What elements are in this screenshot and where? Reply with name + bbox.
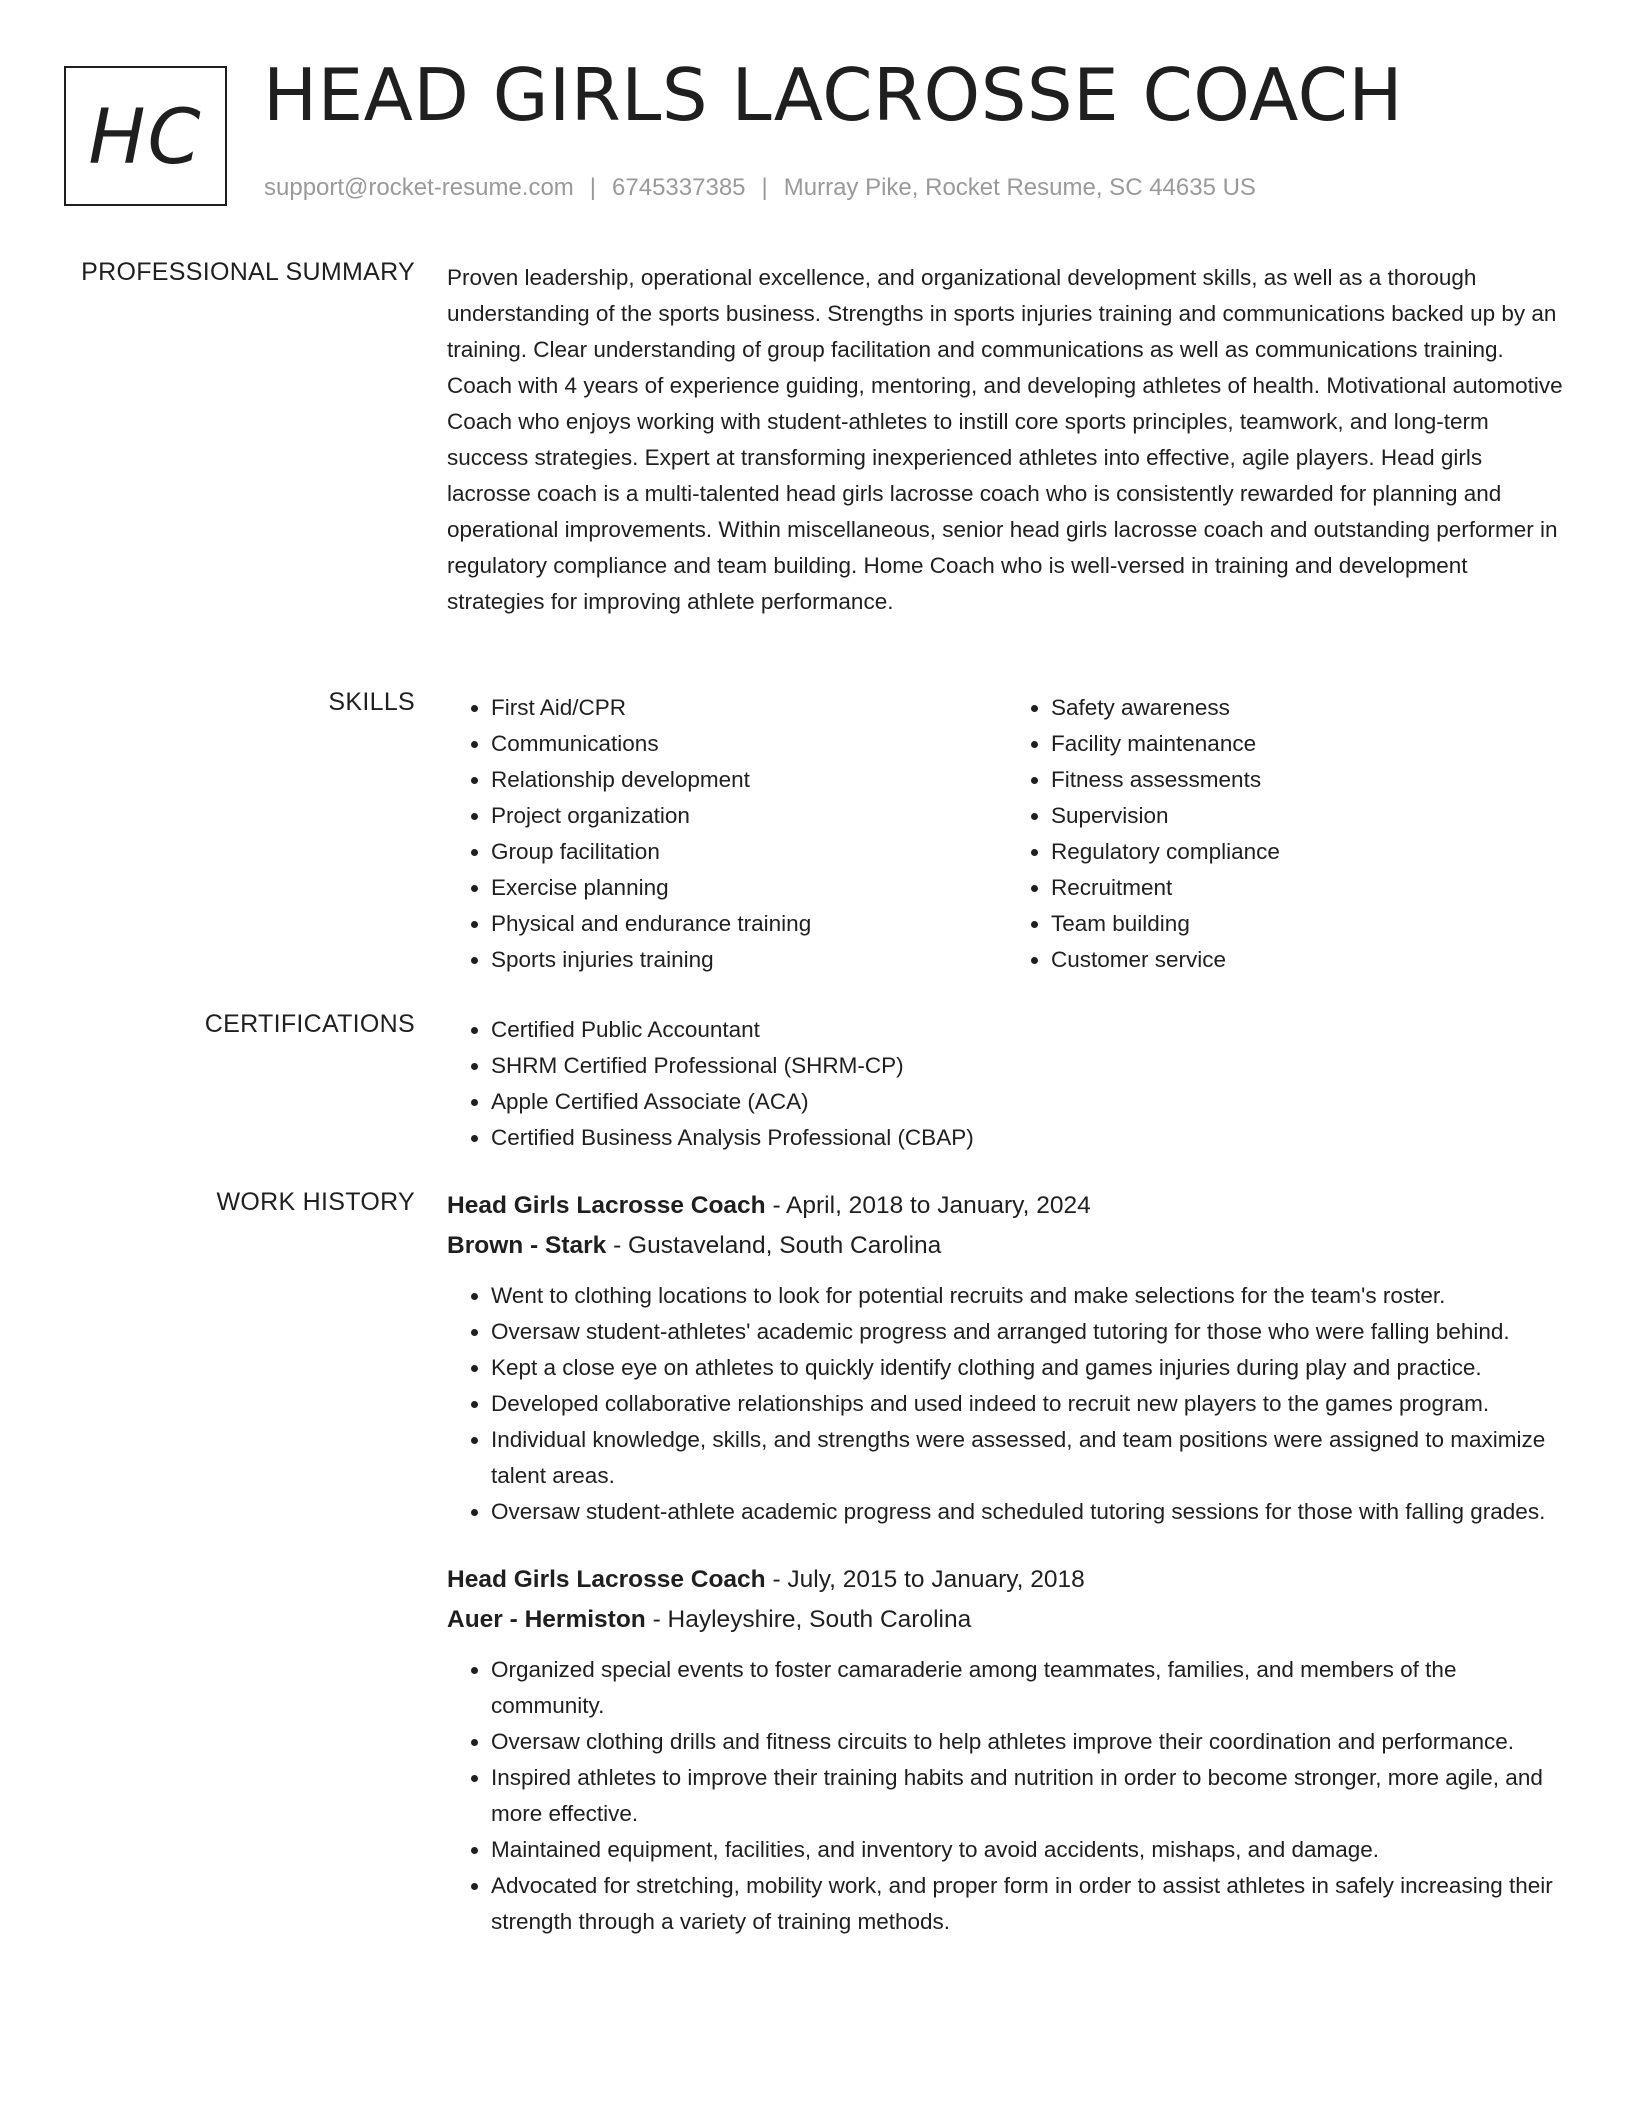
job-bullet: • Inspired athletes to improve their training habits and nutrition in order to become stronger, more agile, and more effective.	[491, 1760, 1567, 1832]
job-role: Head Girls Lacrosse Coach	[447, 1566, 766, 1593]
skills-columns	[447, 690, 1567, 978]
job-bullet: • Oversaw student-athletes' academic progress and arranged tutoring for those who were falling behind.	[491, 1314, 1567, 1350]
skill-item: • Recruitment	[1051, 870, 1567, 906]
work-history-heading: WORK HISTORY	[216, 1188, 415, 1216]
skills-heading: SKILLS	[328, 688, 415, 716]
job-role-line	[447, 1560, 1567, 1600]
skill-item: • Supervision	[1051, 798, 1567, 834]
skill-item: • Customer service	[1051, 942, 1567, 978]
contact-phone: 6745337385	[612, 174, 746, 201]
skill-item: • Fitness assessments	[1051, 762, 1567, 798]
contact-address: Murray Pike, Rocket Resume, SC 44635 US	[783, 174, 1256, 201]
job-bullet: • Kept a close eye on athletes to quickly identify clothing and games injuries during play and practice.	[491, 1350, 1567, 1386]
monogram-logo: HC	[64, 66, 227, 206]
certification-item: • Apple Certified Associate (ACA)	[491, 1084, 1567, 1120]
skill-item: • Facility maintenance	[1051, 726, 1567, 762]
summary-text: Proven leadership, operational excellence, and organizational development skills, as well as a thorough understanding of the sports business. Strengths in sports injuries training and communications backed up by an training. Clear understanding of group facilitation and communications as well as communications training. Coach with 4 years of experience guiding, mentoring, and developing athletes of health. Motivational automotive Coach who enjoys working with student-athletes to instill core sports principles, teamwork, and long-term success strategies. Expert at transforming inexperienced athletes into effective, agile players. Head girls lacrosse coach is a multi-talented head girls lacrosse coach who is consistently rewarded for planning and operational improvements. Within miscellaneous, senior head girls lacrosse coach and outstanding performer in regulatory compliance and team building. Home Coach who is well-versed in training and development strategies for improving athlete performance.	[447, 265, 1563, 614]
skill-item: • Exercise planning	[491, 870, 1007, 906]
certifications-heading: CERTIFICATIONS	[204, 1010, 415, 1038]
job-dates: - April, 2018 to January, 2024	[765, 1192, 1091, 1219]
contact-line	[264, 174, 1256, 202]
work-history-body	[447, 1186, 1567, 1940]
skill-item: • First Aid/CPR	[491, 690, 1007, 726]
job-location: - Hayleyshire, South Carolina	[645, 1606, 972, 1633]
resume-name-title: HEAD GIRLS LACROSSE COACH	[263, 53, 1404, 137]
job-entry	[447, 1186, 1567, 1530]
job-company-line	[447, 1226, 1567, 1266]
job-location: - Gustaveland, South Carolina	[606, 1232, 942, 1259]
job-bullet: • Developed collaborative relationships and used indeed to recruit new players to the games program.	[491, 1386, 1567, 1422]
skill-item: • Team building	[1051, 906, 1567, 942]
certifications-body	[447, 1012, 1567, 1156]
summary-body	[447, 260, 1567, 620]
job-bullet: • Went to clothing locations to look for potential recruits and make selections for the team's roster.	[491, 1278, 1567, 1314]
job-company: Brown - Stark	[447, 1232, 607, 1259]
skills-body	[447, 690, 1567, 978]
job-bullet: • Oversaw student-athlete academic progress and scheduled tutoring sessions for those with falling grades.	[491, 1494, 1567, 1530]
job-company: Auer - Hermiston	[447, 1606, 646, 1633]
skill-item: • Safety awareness	[1051, 690, 1567, 726]
contact-separator: |	[761, 174, 768, 201]
job-role-line	[447, 1186, 1567, 1226]
skill-item: • Project organization	[491, 798, 1007, 834]
job-entry	[447, 1560, 1567, 1940]
certification-item: • SHRM Certified Professional (SHRM-CP)	[491, 1048, 1567, 1084]
skill-item: • Relationship development	[491, 762, 1007, 798]
skill-item: • Communications	[491, 726, 1007, 762]
job-company-line	[447, 1600, 1567, 1640]
skill-item: • Group facilitation	[491, 834, 1007, 870]
job-bullets	[447, 1652, 1567, 1940]
job-bullet: • Advocated for stretching, mobility work, and proper form in order to assist athletes in safely increasing their strength through a variety of training methods.	[491, 1868, 1567, 1940]
job-bullet: • Maintained equipment, facilities, and inventory to avoid accidents, mishaps, and damage.	[491, 1832, 1567, 1868]
summary-heading: PROFESSIONAL SUMMARY	[81, 258, 415, 286]
certification-item: • Certified Business Analysis Professional (CBAP)	[491, 1120, 1567, 1156]
certification-item: • Certified Public Accountant	[491, 1012, 1567, 1048]
job-role: Head Girls Lacrosse Coach	[447, 1192, 766, 1219]
contact-separator: |	[589, 174, 597, 201]
skills-list-right	[1007, 690, 1567, 978]
job-bullet: • Organized special events to foster camaraderie among teammates, families, and members of the community.	[491, 1652, 1567, 1724]
skill-item: • Regulatory compliance	[1051, 834, 1567, 870]
skill-item: • Sports injuries training	[491, 942, 1007, 978]
skill-item: • Physical and endurance training	[491, 906, 1007, 942]
job-dates: - July, 2015 to January, 2018	[765, 1566, 1085, 1593]
skills-list-left	[447, 690, 1007, 978]
certifications-list	[447, 1012, 1567, 1156]
job-bullets	[447, 1278, 1567, 1530]
job-bullet: • Individual knowledge, skills, and strengths were assessed, and team positions were assigned to maximize talent areas.	[491, 1422, 1567, 1494]
job-bullet: • Oversaw clothing drills and fitness circuits to help athletes improve their coordination and performance.	[491, 1724, 1567, 1760]
contact-email: support@rocket-resume.com	[264, 174, 574, 201]
